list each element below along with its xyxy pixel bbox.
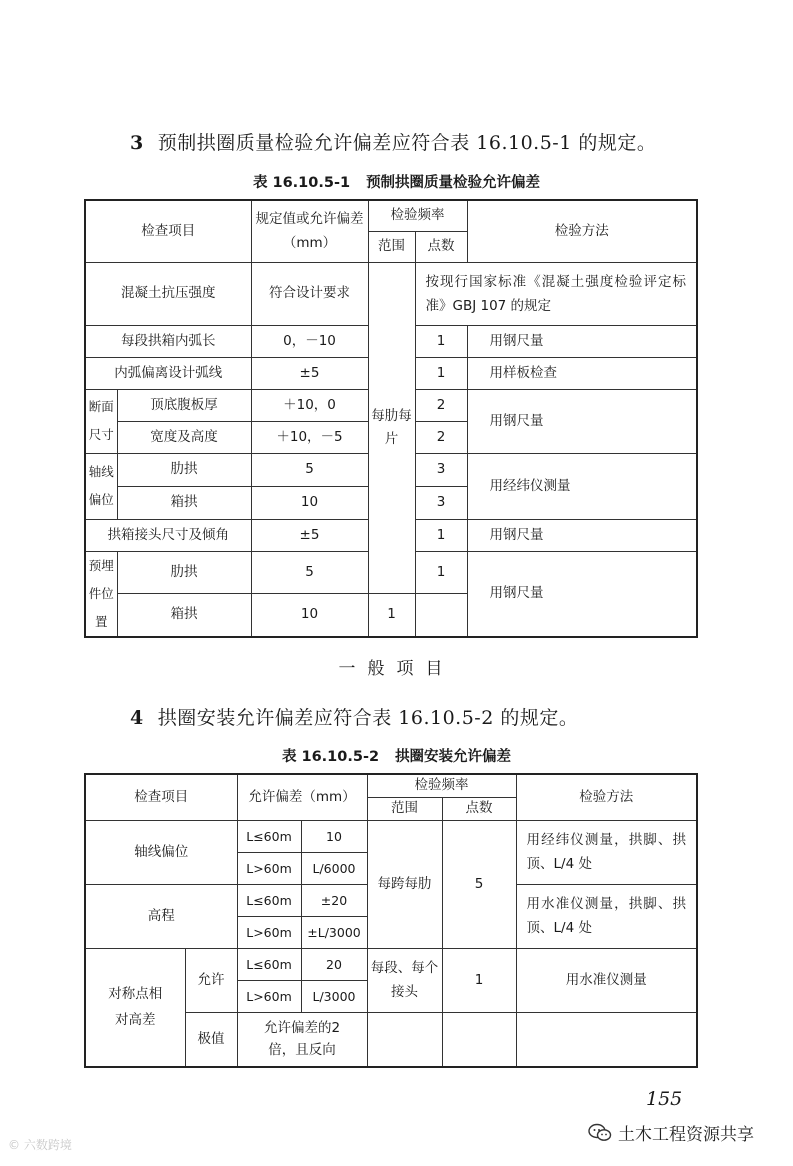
row-elevation-r1-value: ±20	[301, 884, 367, 916]
table1-caption	[0, 171, 793, 192]
row-embed-r2-item: 箱拱	[117, 594, 251, 637]
row-symmetric-extreme-label: 极值	[185, 1012, 237, 1067]
header-item: 检查项目	[85, 774, 237, 820]
row-elevation-r2-value: ±L/3000	[301, 916, 367, 948]
row-section-r2-item: 宽度及高度	[117, 421, 251, 453]
row-joint-item: 拱箱接头尺寸及倾角	[85, 519, 251, 551]
row-symmetric-r2-cond: L>60m	[237, 980, 301, 1012]
clause-number: 3	[130, 132, 144, 154]
row-joint-points: 1	[415, 519, 467, 551]
row-axis-method: 用经纬仪测量，拱脚、拱顶、L/4 处	[516, 820, 697, 884]
row-symmetric-points: 1	[442, 948, 516, 1012]
row-axis-r2-item: 箱拱	[117, 486, 251, 519]
row-symmetric-allow-label: 允许	[185, 948, 237, 1012]
header-freq: 检验频率	[368, 200, 467, 231]
row-symmetric-range: 每段、每个接头	[367, 948, 442, 1012]
row-elevation-method: 用水准仪测量，拱脚、拱顶、L/4 处	[516, 884, 697, 948]
row-elevation-item: 高程	[85, 884, 237, 948]
row-axis-r2-cond: L>60m	[237, 852, 301, 884]
row-axis-item: 轴线偏位	[85, 820, 237, 884]
group-section: 断面尺寸	[85, 389, 117, 453]
row-axis-r2-points: 3	[415, 486, 467, 519]
row-axis-r1-value: 10	[301, 820, 367, 852]
row-joint-method: 用钢尺量	[467, 519, 697, 551]
row-symmetric-r1-cond: L≤60m	[237, 948, 301, 980]
row-embed-r2-value: 10	[251, 594, 368, 637]
clause-3	[130, 128, 656, 155]
row-axis-r1-points: 3	[415, 453, 467, 486]
row-concrete-method: 按现行国家标准《混凝土强度检验评定标准》GBJ 107 的规定	[415, 262, 697, 325]
table-16-10-5-2	[84, 773, 698, 1068]
clause-text: 预制拱圈质量检验允许偏差应符合表 16.10.5-1 的规定。	[157, 132, 657, 154]
row-arc-method: 用钢尺量	[467, 325, 697, 357]
row-symmetric-item: 对称点相对高差	[85, 948, 185, 1067]
empty-cell	[442, 1012, 516, 1067]
row-section-r2-value: ＋10，－5	[251, 421, 368, 453]
header-method: 检验方法	[467, 200, 697, 262]
row-offset-method: 用样板检查	[467, 357, 697, 389]
row-embed-r1-points: 1	[415, 551, 467, 594]
group-embed: 预埋件位置	[85, 551, 117, 637]
row-axis-r1-item: 肋拱	[117, 453, 251, 486]
row-axis-r1-value: 5	[251, 453, 368, 486]
wechat-icon	[588, 1123, 612, 1143]
row-embed-r2-points: 1	[368, 594, 415, 637]
row-symmetric-method: 用水准仪测量	[516, 948, 697, 1012]
watermark-right-text: 土木工程资源共享	[618, 1125, 754, 1145]
row-symmetric-r2-value: L/3000	[301, 980, 367, 1012]
row-arc-item: 每段拱箱内弧长	[85, 325, 251, 357]
row-offset-item: 内弧偏离设计弧线	[85, 357, 251, 389]
row-symmetric-r1-value: 20	[301, 948, 367, 980]
header-range: 范围	[367, 797, 442, 820]
clause-number: 4	[130, 707, 144, 729]
header-value: 规定值或允许偏差（mm）	[251, 200, 368, 262]
row-embed-r1-value: 5	[251, 551, 368, 594]
row-offset-points: 1	[415, 357, 467, 389]
header-points: 点数	[415, 231, 467, 262]
range-span-cell: 每跨每肋	[367, 820, 442, 948]
table2-title: 拱圈安装允许偏差	[395, 749, 512, 765]
range-cell: 每肋每片	[368, 262, 415, 594]
watermark-right	[588, 1120, 754, 1145]
clause-text: 拱圈安装允许偏差应符合表 16.10.5-2 的规定。	[157, 707, 579, 729]
header-method: 检验方法	[516, 774, 697, 820]
page-number: 155	[646, 1088, 683, 1110]
watermark-left: © 六数跨境	[8, 1138, 72, 1152]
table2-number: 表 16.10.5-2	[281, 749, 380, 765]
row-embed-r1-item: 肋拱	[117, 551, 251, 594]
empty-cell	[516, 1012, 697, 1067]
row-arc-value: 0，－10	[251, 325, 368, 357]
row-section-method: 用钢尺量	[467, 389, 697, 453]
header-item: 检查项目	[85, 200, 251, 262]
clause-4	[130, 703, 578, 730]
row-concrete-item: 混凝土抗压强度	[85, 262, 251, 325]
row-axis-r1-cond: L≤60m	[237, 820, 301, 852]
row-concrete-value: 符合设计要求	[251, 262, 368, 325]
header-tolerance: 允许偏差（mm）	[237, 774, 367, 820]
points-span-cell: 5	[442, 820, 516, 948]
header-range: 范围	[368, 231, 415, 262]
header-freq: 检验频率	[367, 774, 516, 797]
table1-number: 表 16.10.5-1	[252, 175, 351, 191]
row-axis-method: 用经纬仪测量	[467, 453, 697, 519]
table-16-10-5-1	[84, 199, 698, 638]
empty-cell	[367, 1012, 442, 1067]
row-embed-method: 用钢尺量	[467, 551, 697, 637]
table1-title: 预制拱圈质量检验允许偏差	[366, 175, 541, 191]
row-section-r1-value: ＋10，0	[251, 389, 368, 421]
row-axis-r2-value: 10	[251, 486, 368, 519]
row-axis-r2-value: L/6000	[301, 852, 367, 884]
row-section-r2-points: 2	[415, 421, 467, 453]
row-arc-points: 1	[415, 325, 467, 357]
row-elevation-r1-cond: L≤60m	[237, 884, 301, 916]
row-elevation-r2-cond: L>60m	[237, 916, 301, 948]
row-section-r1-item: 顶底腹板厚	[117, 389, 251, 421]
row-joint-value: ±5	[251, 519, 368, 551]
header-points: 点数	[442, 797, 516, 820]
row-symmetric-extreme-value: 允许偏差的2倍，且反向	[237, 1012, 367, 1067]
general-items-heading: 一般项目	[338, 659, 455, 679]
row-section-r1-points: 2	[415, 389, 467, 421]
group-axis: 轴线偏位	[85, 453, 117, 519]
row-offset-value: ±5	[251, 357, 368, 389]
table2-caption	[0, 745, 793, 766]
